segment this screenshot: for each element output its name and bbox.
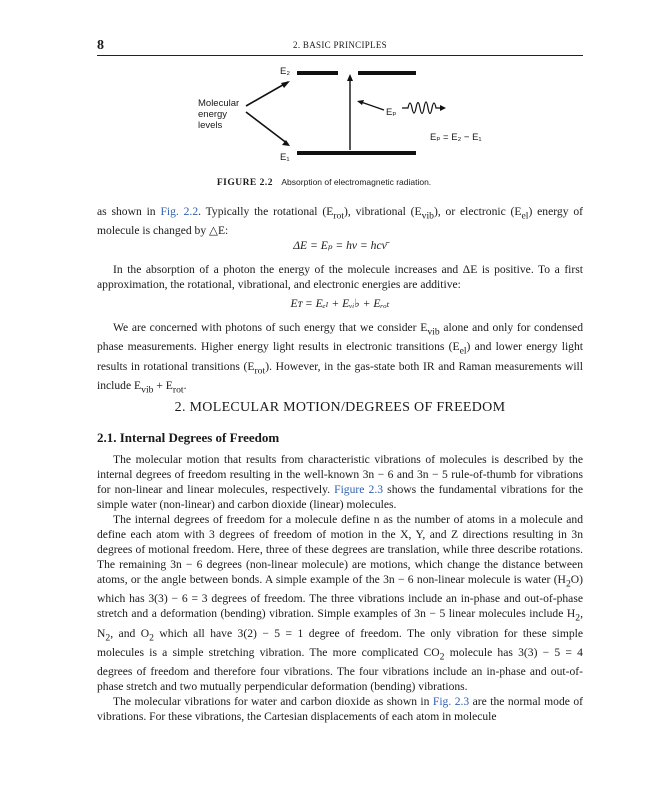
label-e2: E₂: [280, 66, 291, 77]
equation-1: ΔE = Eₚ = hν = hcν̄: [293, 239, 387, 252]
label-ep: Eₚ: [386, 107, 397, 118]
photon-arrow-head: [357, 100, 364, 105]
section-heading: 2. MOLECULAR MOTION/DEGREES OF FREEDOM: [174, 400, 506, 415]
caption-text: Absorption of electromagnetic radiation.: [281, 177, 432, 187]
photon-arrow: [361, 102, 384, 110]
figure-2-3-link[interactable]: Figure 2.3: [334, 483, 384, 496]
header-rule: [97, 55, 583, 56]
pointer-lower: [246, 112, 288, 144]
subsection-heading: 2.1. Internal Degrees of Freedom: [97, 430, 280, 445]
pointer-upper: [246, 82, 288, 106]
page-header: [97, 38, 583, 54]
paragraph-1: as shown in Fig. 2.2. Typically the rotational $(E_{rot})$, vibrational $(E_{vib})$, or electronic $(E_{el})$ energy of molecule is changed by △E:: [97, 205, 583, 238]
paragraph-4: The molecular motion that results from characteristic vibrations of molecules is described by the internal degrees of freedom resulting in the well-known 3n − 6 and 3n − 5 rule-of-thumb for vibrations for non-linear and linear molecules, respectively. Figure 2.3 shows the fundamental vibrations for the simple water (non-linear) and carbon dioxide (linear) molecules. The internal degrees of freedom for a molecule define n as the number of atoms in a molecule and define each atom with 3 degrees of freedom of motion in the X, Y, and Z directions resulting in 3n degrees of motional freedom. Here, three of these degrees are translation, while three describe rotations. The remaining 3n − 6 degrees (non-linear molecule) are motions, which change the distance between atoms, or the angle between bonds. A simple example of the 3n − 6 non-linear molecule is water $(H_2O)$ which has 3(3) − 6 = 3 degrees of freedom. The three vibrations include an in-phase and out-of-phase stretch and a deformation (bending) vibration. Simple examples of 3n − 5 linear molecules include $H_2$, $N_2$, and $O_2$ which all have 3(2) − 5 = 1 degree of freedom. The only vibration for these simple molecules is a simple stretching vibration. The more complicated $CO_2$ molecule has 3(3) − 5 = 4 degrees of freedom and therefore four vibrations. The four vibrations include an in-phase and out-of-phase stretch and two mutually perpendicular deformation (bending) vibrations. The molecular vibrations for water and carbon dioxide as shown in Fig. 2.3 are the normal mode of vibrations. For these vibrations, the Cartesian displacements of each atom in molecule: [97, 453, 583, 724]
photon-wave-arrowhead: [440, 105, 446, 111]
page-number: 8: [97, 38, 104, 53]
figure-2-2: [190, 60, 490, 170]
absorption-arrow-head: [347, 74, 353, 81]
fig-2-3-link[interactable]: Fig. 2.3: [432, 695, 470, 709]
fig-2-2-link[interactable]: Fig. 2.2: [160, 205, 199, 218]
paragraph-5: The internal degrees of freedom for a molecule define n as the number of atoms in a molecule and define each atom with 3 degrees of freedom of motion in the X, Y, and Z directions resulting in 3n degrees of motional freedom. Here, three of these degrees are translation, while three describe rotations. The remaining 3n − 6 degrees (non-linear molecule) are motions, which change the distance between atoms, or the angle between bonds. A simple example of the 3n − 6 non-linear molecule is water $(H_2O)$ which has 3(3) − 6 = 3 degrees of freedom. The three vibrations include an in-phase and out-of-phase stretch and a deformation (bending) vibration. Simple examples of 3n − 5 linear molecules include $H_2$, $N_2$, and $O_2$ which all have 3(2) − 5 = 1 degree of freedom. The only vibration for these simple molecules is a simple stretching vibration. The more complicated $CO_2$ molecule has 3(3) − 5 = 4 degrees of freedom and therefore four vibrations. The four vibrations include an in-phase and out-of-phase stretch and two mutually perpendicular deformation (bending) vibrations.: [97, 513, 583, 694]
label-e1: E₁: [280, 152, 290, 163]
label-molecular-energy-levels: Molecular energy levels: [198, 98, 240, 131]
running-title: 2. BASIC PRINCIPLES: [293, 40, 387, 50]
paragraph-6: The molecular vibrations for water and carbon dioxide as shown in Fig. 2.3 are the normal mode of vibrations. For these vibrations, the Cartesian displacements of each atom in molecule: [97, 695, 583, 724]
paragraph-3: We are concerned with photons of such energy that we consider $E_{vib}$ alone and only for condensed phase measurements. Higher energy light results in electronic transitions $(E_{el})$ and lower energy light results in rotational transitions $(E_{rot})$. However, in the gas-state both IR and Raman measurements will include $E_{vib} + E_{rot}$.: [97, 321, 583, 396]
equation-2: Eᴛ = Eₑₗ + Eᵥᵢ♭ + Eᵣₒₜ: [290, 297, 390, 310]
label-ep-equation: Eₚ = E₂ − E₁: [430, 132, 482, 143]
pointer-upper-head: [281, 81, 290, 88]
caption-label: FIGURE 2.2: [216, 178, 274, 188]
figure-caption: [0, 177, 648, 188]
paragraph-2: In the absorption of a photon the energy of the molecule increases and ΔE is positive. To a first approximation, the rotational, vibrational, and electronic energies are additive:: [97, 263, 583, 291]
photon-wave-icon: [402, 102, 442, 114]
